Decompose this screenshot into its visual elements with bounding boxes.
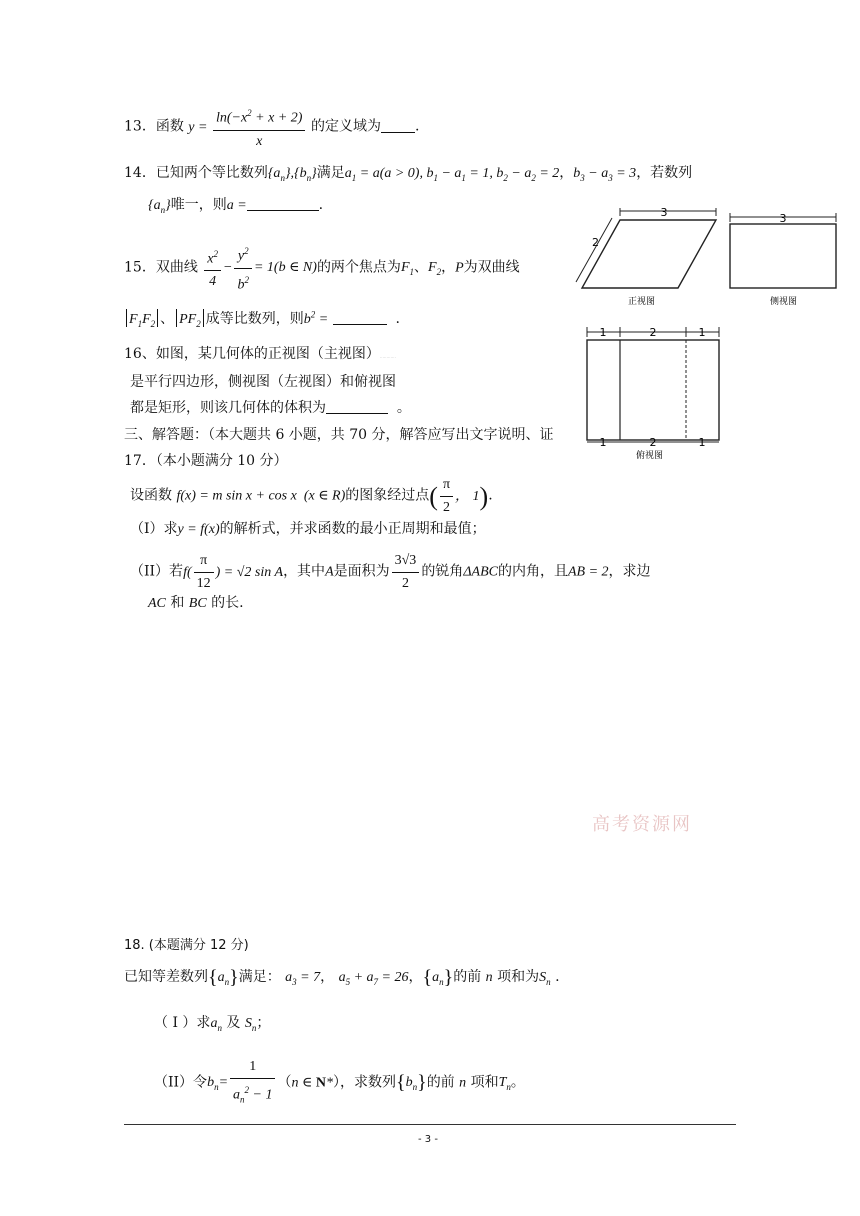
- q18-p2-mid3: 的前: [426, 1074, 455, 1091]
- q17-p1-label: （I）求: [130, 521, 178, 537]
- q17-area: $\frac{3√3}{2}$: [390, 565, 422, 580]
- q15-line2-sep: 、: [160, 311, 175, 327]
- q18-p2-mid: （: [277, 1074, 292, 1091]
- question-17-part2: （II）若f( $\frac{\pi}{12}$ ) = √2 sin A，其中A是面积为 $\frac{3√3}{2}$ 的锐角ΔABC的内角，且AB = 2，求边: [130, 550, 651, 595]
- q14-mid2: ，若数列: [636, 165, 693, 181]
- top-seg2-dim: 2: [649, 326, 657, 339]
- top-view-label: 俯视图: [636, 451, 664, 460]
- q14-mid: 满足: [316, 165, 345, 181]
- q14-blank: [247, 196, 319, 211]
- q18-l1-pre: 已知等差数列: [124, 969, 208, 985]
- page-number: - 3 -: [418, 1134, 438, 1145]
- q14-end: .: [318, 197, 324, 213]
- question-14-line2: $\{a_n\}$唯一，则a = .: [148, 197, 324, 215]
- q15-mid3: 为双曲线: [463, 259, 520, 276]
- q16-line1: 16、如图，某几何体的正视图（主视图）: [124, 346, 380, 362]
- q17-l1-mid: 的图象经过点: [345, 487, 430, 504]
- q14-line2-end: 唯一，则: [170, 197, 227, 213]
- q15-pf2: $PF_2$: [174, 312, 206, 327]
- q15-number: 15．: [124, 259, 156, 276]
- q14-cond3: $b_3 - a_3 = 3$: [573, 166, 637, 183]
- q14-conditions: $a_1 = a(a > 0)$, $b_1 - a_1 = 1$, $b_2 - a_2 = 2$: [344, 166, 560, 183]
- q18-l1-mid: 满足：: [238, 969, 281, 985]
- front-top-dim: 3: [660, 208, 668, 219]
- front-side-dim: 2: [592, 236, 599, 249]
- q15-blank: [333, 310, 387, 325]
- watermark: 高考资源网: [592, 814, 692, 835]
- q17-l1-pre: 设函数: [130, 487, 172, 504]
- footer-rule: [124, 1124, 736, 1125]
- q15-formula: $\frac{x^2}{4}$ − $\frac{y^2}{b^2}$ = 1(b ∈ N): [202, 260, 317, 275]
- q17-function: f(x) = m sin x + cos x (x ∈ R): [176, 488, 346, 504]
- question-14: 14．已知两个等比数列$\{a_n\},\{b_n\}$满足$a_1 = a(a > 0)$, $b_1 - a_1 = 1$, $b_2 - a_2 = 2$，$b_3 - a_3 = 3$，若数列: [124, 165, 693, 183]
- question-17-line1: [130, 474, 493, 519]
- q15-line2-mid: 成等比数列，则: [205, 311, 304, 327]
- question-15-line2: $F_1F_2$ 、 $PF_2$ 成等比数列，则$b^2$ = .: [124, 308, 400, 329]
- q16-line2: 是平行四边形，侧视图（左视图）和俯视图: [130, 374, 396, 390]
- q13-end: .: [414, 118, 420, 135]
- question-16-line3: [130, 397, 411, 417]
- q18-bn-def: $b_n=$ $\frac{1}{a_n^2 - 1}$: [207, 1075, 277, 1090]
- top-seg3-dim: 1: [698, 326, 706, 339]
- side-top-dim: 3: [779, 212, 787, 225]
- question-18-line1: 已知等差数列$\{a_n\}$满足： $a_3 = 7$， $a_5 + a_7 = 26$，$\{a_n\}$的前 n 项和为$S_n$ .: [124, 966, 560, 989]
- q15-mid2: ，: [441, 259, 456, 276]
- q18-p2-mid4: 项和: [470, 1074, 499, 1091]
- question-13: [124, 102, 419, 153]
- q16-tiny-mark: …………: [379, 354, 396, 359]
- q13-number: 13．: [124, 118, 156, 135]
- q17-p2-label: （II）若: [130, 563, 184, 580]
- top-view-figure: [584, 324, 724, 460]
- question-16-line1: [124, 343, 396, 363]
- question-18-part2: （II）令$b_n=$ $\frac{1}{a_n^2 - 1}$ （n ∈ N*），求数列$\{b_n\}$的前 n 项和$T_n$。: [154, 1056, 525, 1110]
- q18-l1-n: n: [485, 970, 493, 985]
- q13-formula: y = $\frac{\ln(-x^2 + x + 2)}{x}$: [188, 120, 311, 135]
- q16-blank: [326, 399, 388, 414]
- q15-mid: 的两个焦点为: [316, 259, 401, 276]
- q18-l1-mid2: ，: [408, 969, 423, 985]
- q14-number: 14．: [124, 165, 156, 181]
- q18-l1-end: .: [555, 969, 560, 985]
- q15-end: .: [395, 311, 400, 327]
- q18-l1-mid3: 的前: [453, 969, 482, 985]
- q16-end: 。: [396, 400, 411, 416]
- q13-mid: 的定义域为: [310, 118, 381, 135]
- q18-p1-mid: 及: [226, 1015, 241, 1031]
- q17-p2-eq: f( $\frac{\pi}{12}$ ) = √2 sin A: [183, 565, 283, 580]
- front-view-figure: [574, 208, 724, 310]
- bottom-seg2-dim: 2: [649, 436, 657, 449]
- q18-p2: （II）令: [154, 1074, 208, 1091]
- side-view-label: 侧视图: [770, 297, 798, 307]
- question-18-part1: （ I ）求$a_n$ 及 $S_n$；: [154, 1015, 271, 1033]
- q18-seq: $\{a_n\}$: [208, 966, 239, 989]
- q17-p2-end: ，求边: [608, 563, 651, 580]
- q13-blank: [381, 118, 415, 133]
- question-15: 15．双曲线 $\frac{x^2}{4}$ − $\frac{y^2}{b^2}$ = 1(b ∈ N)的两个焦点为$F_1$、$F_2$，P为双曲线: [124, 240, 520, 296]
- q15-sep: 、: [414, 259, 428, 276]
- section-3-heading: [124, 424, 554, 444]
- side-view-figure: [726, 212, 842, 308]
- q14-pre: 已知两个等比数列: [155, 165, 268, 181]
- question-18-head: [124, 934, 249, 953]
- question-16-line2: [130, 371, 396, 391]
- q17-p1-mid: 的解析式，并求函数的最小正周期和最值；: [219, 521, 486, 537]
- q17-p2-mid4: 的内角，且: [497, 563, 568, 580]
- q17-point: ( $\frac{\pi}{2}$ ， 1): [429, 489, 488, 504]
- q15-f1f2: $F_1F_2$: [124, 312, 160, 327]
- q17-p2-mid: ，其中: [283, 563, 326, 580]
- question-17-head: [124, 450, 288, 470]
- q15-pre: 双曲线: [155, 259, 198, 276]
- front-view-label: 正视图: [628, 297, 656, 307]
- q18-p1-end: ；: [256, 1015, 271, 1031]
- section-3-text: 三、解答题：（本大题共 6 小题，共 70 分，解答应写出文字说明、证: [124, 427, 554, 443]
- question-17-part1: （I）求y = f(x)的解析式，并求函数的最小正周期和最值；: [130, 521, 486, 537]
- q18-p2-mid2: ），求数列: [332, 1074, 396, 1091]
- top-seg1-dim: 1: [599, 326, 607, 339]
- question-17-part2-line2: AC 和 BC 的长.: [148, 595, 244, 611]
- q18-l1-sep: ，: [320, 969, 335, 985]
- bottom-seg3-dim: 1: [698, 436, 706, 449]
- q14-seq-a: $\{a_n\}$: [148, 198, 171, 215]
- q14-seqs: $\{a_n\},\{b_n\}$: [267, 166, 317, 183]
- q17-head: 17．（本小题满分 10 分）: [124, 453, 288, 469]
- q13-pre: 函数: [155, 118, 184, 135]
- q17-p2-mid2: 是面积为: [333, 563, 390, 580]
- q18-p1: （ I ）求: [154, 1015, 211, 1031]
- q18-l1-mid4: 项和为: [497, 969, 540, 985]
- q18-p2-end: 。: [510, 1074, 525, 1091]
- q17-p2-l2-mid: 和: [170, 595, 185, 611]
- q18-head: 18. (本题满分 12 分): [124, 938, 249, 953]
- q17-p2-mid3: 的锐角: [421, 563, 464, 580]
- q17-p2-l2-end: 的长.: [211, 595, 244, 611]
- q17-l1-end: .: [488, 487, 493, 504]
- bottom-seg1-dim: 1: [599, 436, 607, 449]
- q16-line3: 都是矩形，则该几何体的体积为: [130, 400, 326, 416]
- q18-p2-n: n: [459, 1075, 467, 1091]
